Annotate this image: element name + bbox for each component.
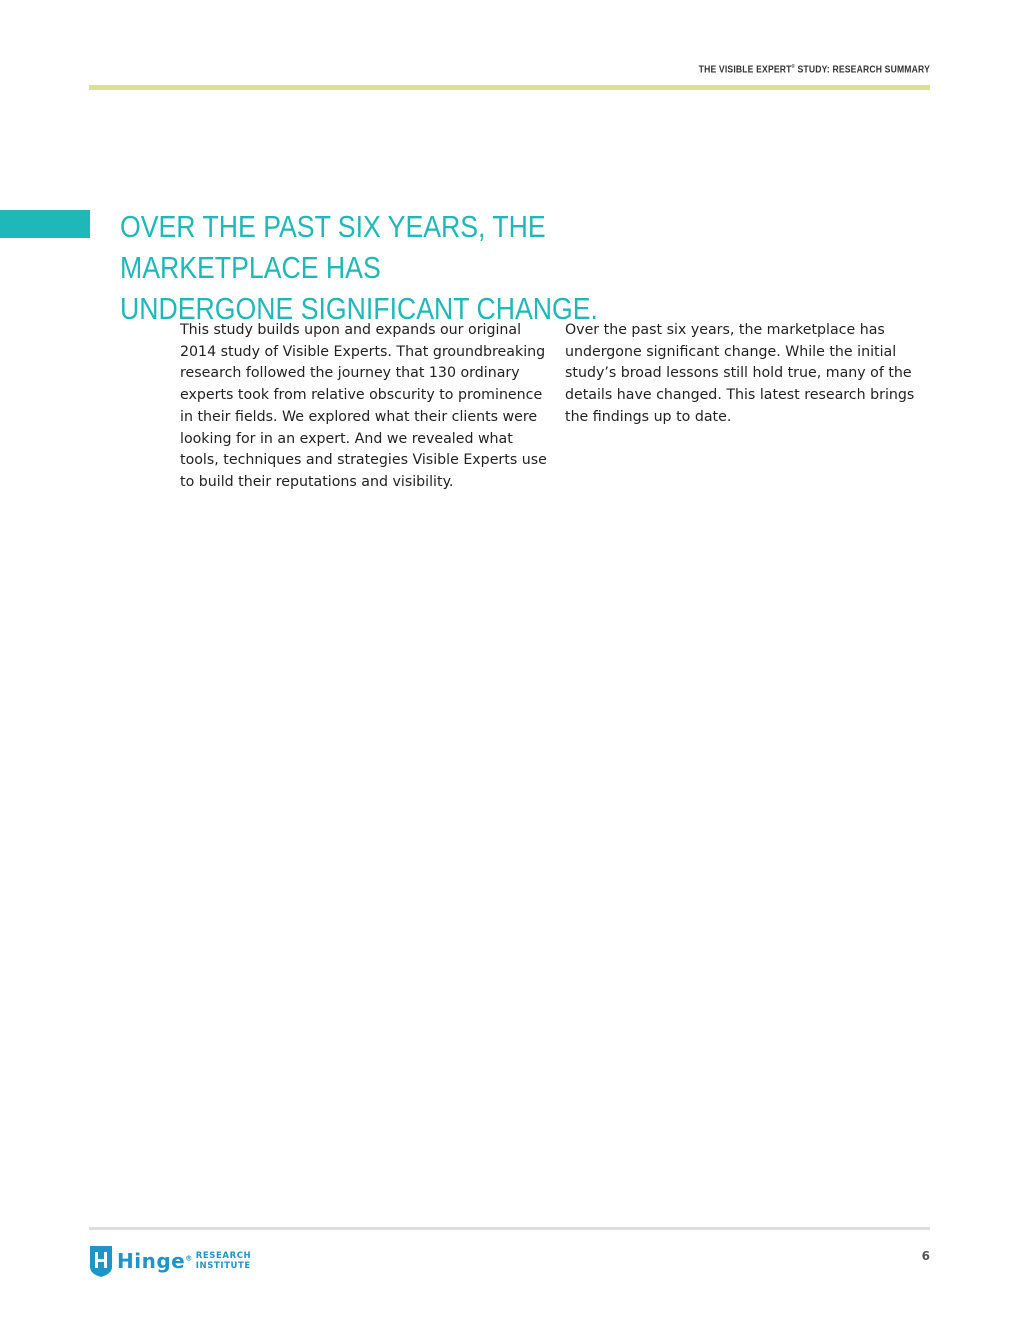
logo-registered-mark: ® [185, 1254, 193, 1263]
section-accent-bar [0, 210, 90, 238]
section-title [120, 206, 722, 329]
hinge-shield-icon [89, 1245, 113, 1278]
logo-word-text: Hinge [117, 1249, 186, 1273]
page-number: 6 [921, 1249, 930, 1263]
header-rule [89, 85, 930, 90]
logo-wordmark [117, 1251, 193, 1271]
footer-rule [89, 1227, 930, 1230]
section-title-line2: UNDERGONE SIGNIFICANT CHANGE. [120, 291, 598, 326]
trademark-mark: ® [791, 64, 795, 70]
running-header [699, 64, 930, 75]
shield-bar-middle [95, 1259, 107, 1262]
hinge-research-institute-logo [89, 1243, 251, 1279]
logo-subtitle [196, 1251, 252, 1271]
running-header-title: THE VISIBLE EXPERT [698, 64, 792, 76]
logo-subtitle-line2: INSTITUTE [195, 1261, 251, 1271]
logo-subtitle-line1: RESEARCH [195, 1251, 252, 1261]
body-paragraph-left: This study builds upon and expands our original 2014 study of Visible Experts. That groundbreaking research followed the journey that 130 ordinary experts took from relative obscurity to prominence in their fields. We explored what their clients were looking for in an expert. And we revealed what tools, techniques and strategies Visible Experts use to build their reputations and visibility. [180, 322, 547, 490]
section-title-line1: OVER THE PAST SIX YEARS, THE MARKETPLACE HAS [120, 209, 546, 285]
running-header-subtitle: STUDY: RESEARCH SUMMARY [794, 64, 930, 76]
body-paragraph-right: Over the past six years, the marketplace has undergone significant change. While the initial study’s broad lessons still hold true, many of the details have changed. This latest research brings the findings up to date. [565, 322, 915, 425]
